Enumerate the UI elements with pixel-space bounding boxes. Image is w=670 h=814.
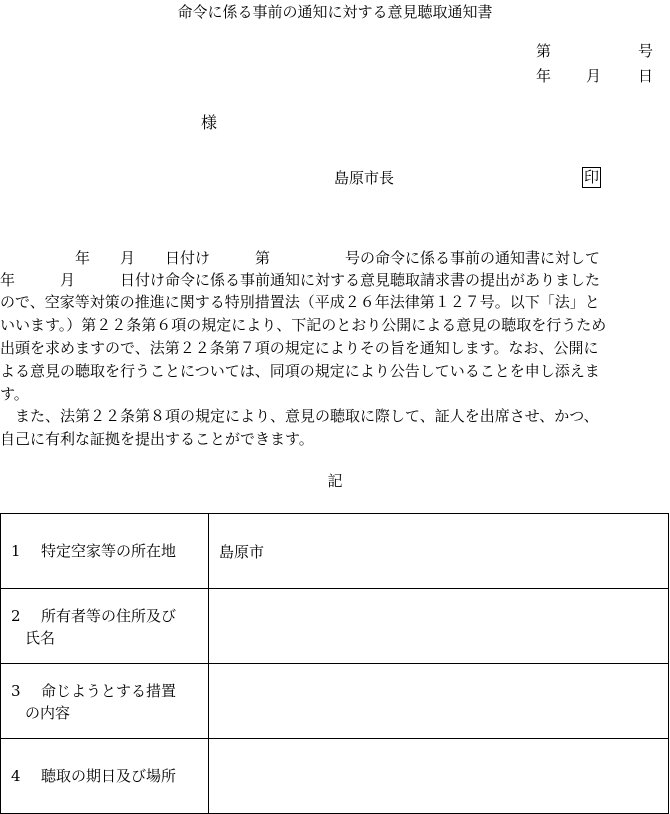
item-value-cell[interactable] — [209, 664, 669, 739]
item-value: 島原市 — [219, 543, 265, 561]
date-year-label: 年 — [536, 67, 552, 85]
document-number-suffix: 号 — [638, 42, 654, 60]
item-label-cont: 氏名 — [25, 628, 56, 647]
item-label-cell — [1, 664, 209, 739]
document-title: 命令に係る事前の通知に対する意見聴取通知書 — [177, 3, 493, 21]
item-value-cell[interactable] — [209, 514, 669, 589]
body-line: また、法第２２条第８項の規定により、意見の聴取に際して、証人を出席させ、かつ、 — [0, 407, 599, 425]
item-label: 聴取の期日及び場所 — [41, 767, 177, 785]
body-line: よる意見の聴取を行うことについては、同項の規定により公告していることを申し添えま — [0, 362, 600, 380]
item-value-cell[interactable] — [209, 589, 669, 664]
item-number: 2 — [11, 607, 21, 625]
item-label-cell — [1, 514, 209, 589]
body-line: 出頭を求めますので、法第２２条第７項の規定によりその旨を通知します。なお、公開に — [0, 339, 599, 357]
item-value — [209, 664, 668, 691]
item-value-cell[interactable] — [209, 739, 669, 814]
item-label: 特定空家等の所在地 — [41, 542, 177, 560]
item-label: 所有者等の住所及び — [41, 607, 177, 625]
document-number-prefix: 第 — [536, 42, 552, 60]
item-label-cont: の内容 — [25, 703, 71, 722]
item-value — [209, 589, 668, 616]
item-label: 命じようとする措置 — [41, 682, 177, 700]
body-line: 自己に有利な証拠を提出することができます。 — [0, 430, 314, 448]
table-row — [1, 664, 669, 739]
ki-heading: 記 — [327, 472, 343, 490]
item-label-cell — [1, 739, 209, 814]
item-number: 3 — [11, 682, 21, 700]
body-line: す。 — [0, 385, 29, 403]
addressee-suffix: 様 — [201, 113, 218, 132]
date-month-label: 月 — [586, 67, 602, 85]
table-row — [1, 514, 669, 589]
body-line: いいます。）第２２条第６項の規定により、下記のとおり公開による意見の聴取を行うため — [0, 316, 607, 334]
item-value — [209, 739, 668, 766]
item-label-cell — [1, 589, 209, 664]
item-number: 1 — [11, 542, 21, 560]
body-line: ので、空家等対策の推進に関する特別措置法（平成２６年法律第１２７号。以下「法」と — [0, 293, 600, 311]
items-table — [0, 513, 669, 814]
body-line: 年 月 日付け命令に係る事前通知に対する意見聴取請求書の提出がありました — [0, 271, 601, 289]
sender-name: 島原市長 — [334, 169, 395, 187]
table-row — [1, 589, 669, 664]
body-line: 年 月 日付け 第 号の命令に係る事前の通知書に対して — [0, 249, 601, 267]
table-row — [1, 739, 669, 814]
item-number: 4 — [11, 767, 21, 785]
date-day-label: 日 — [638, 67, 654, 85]
seal-box: 印 — [584, 168, 600, 186]
